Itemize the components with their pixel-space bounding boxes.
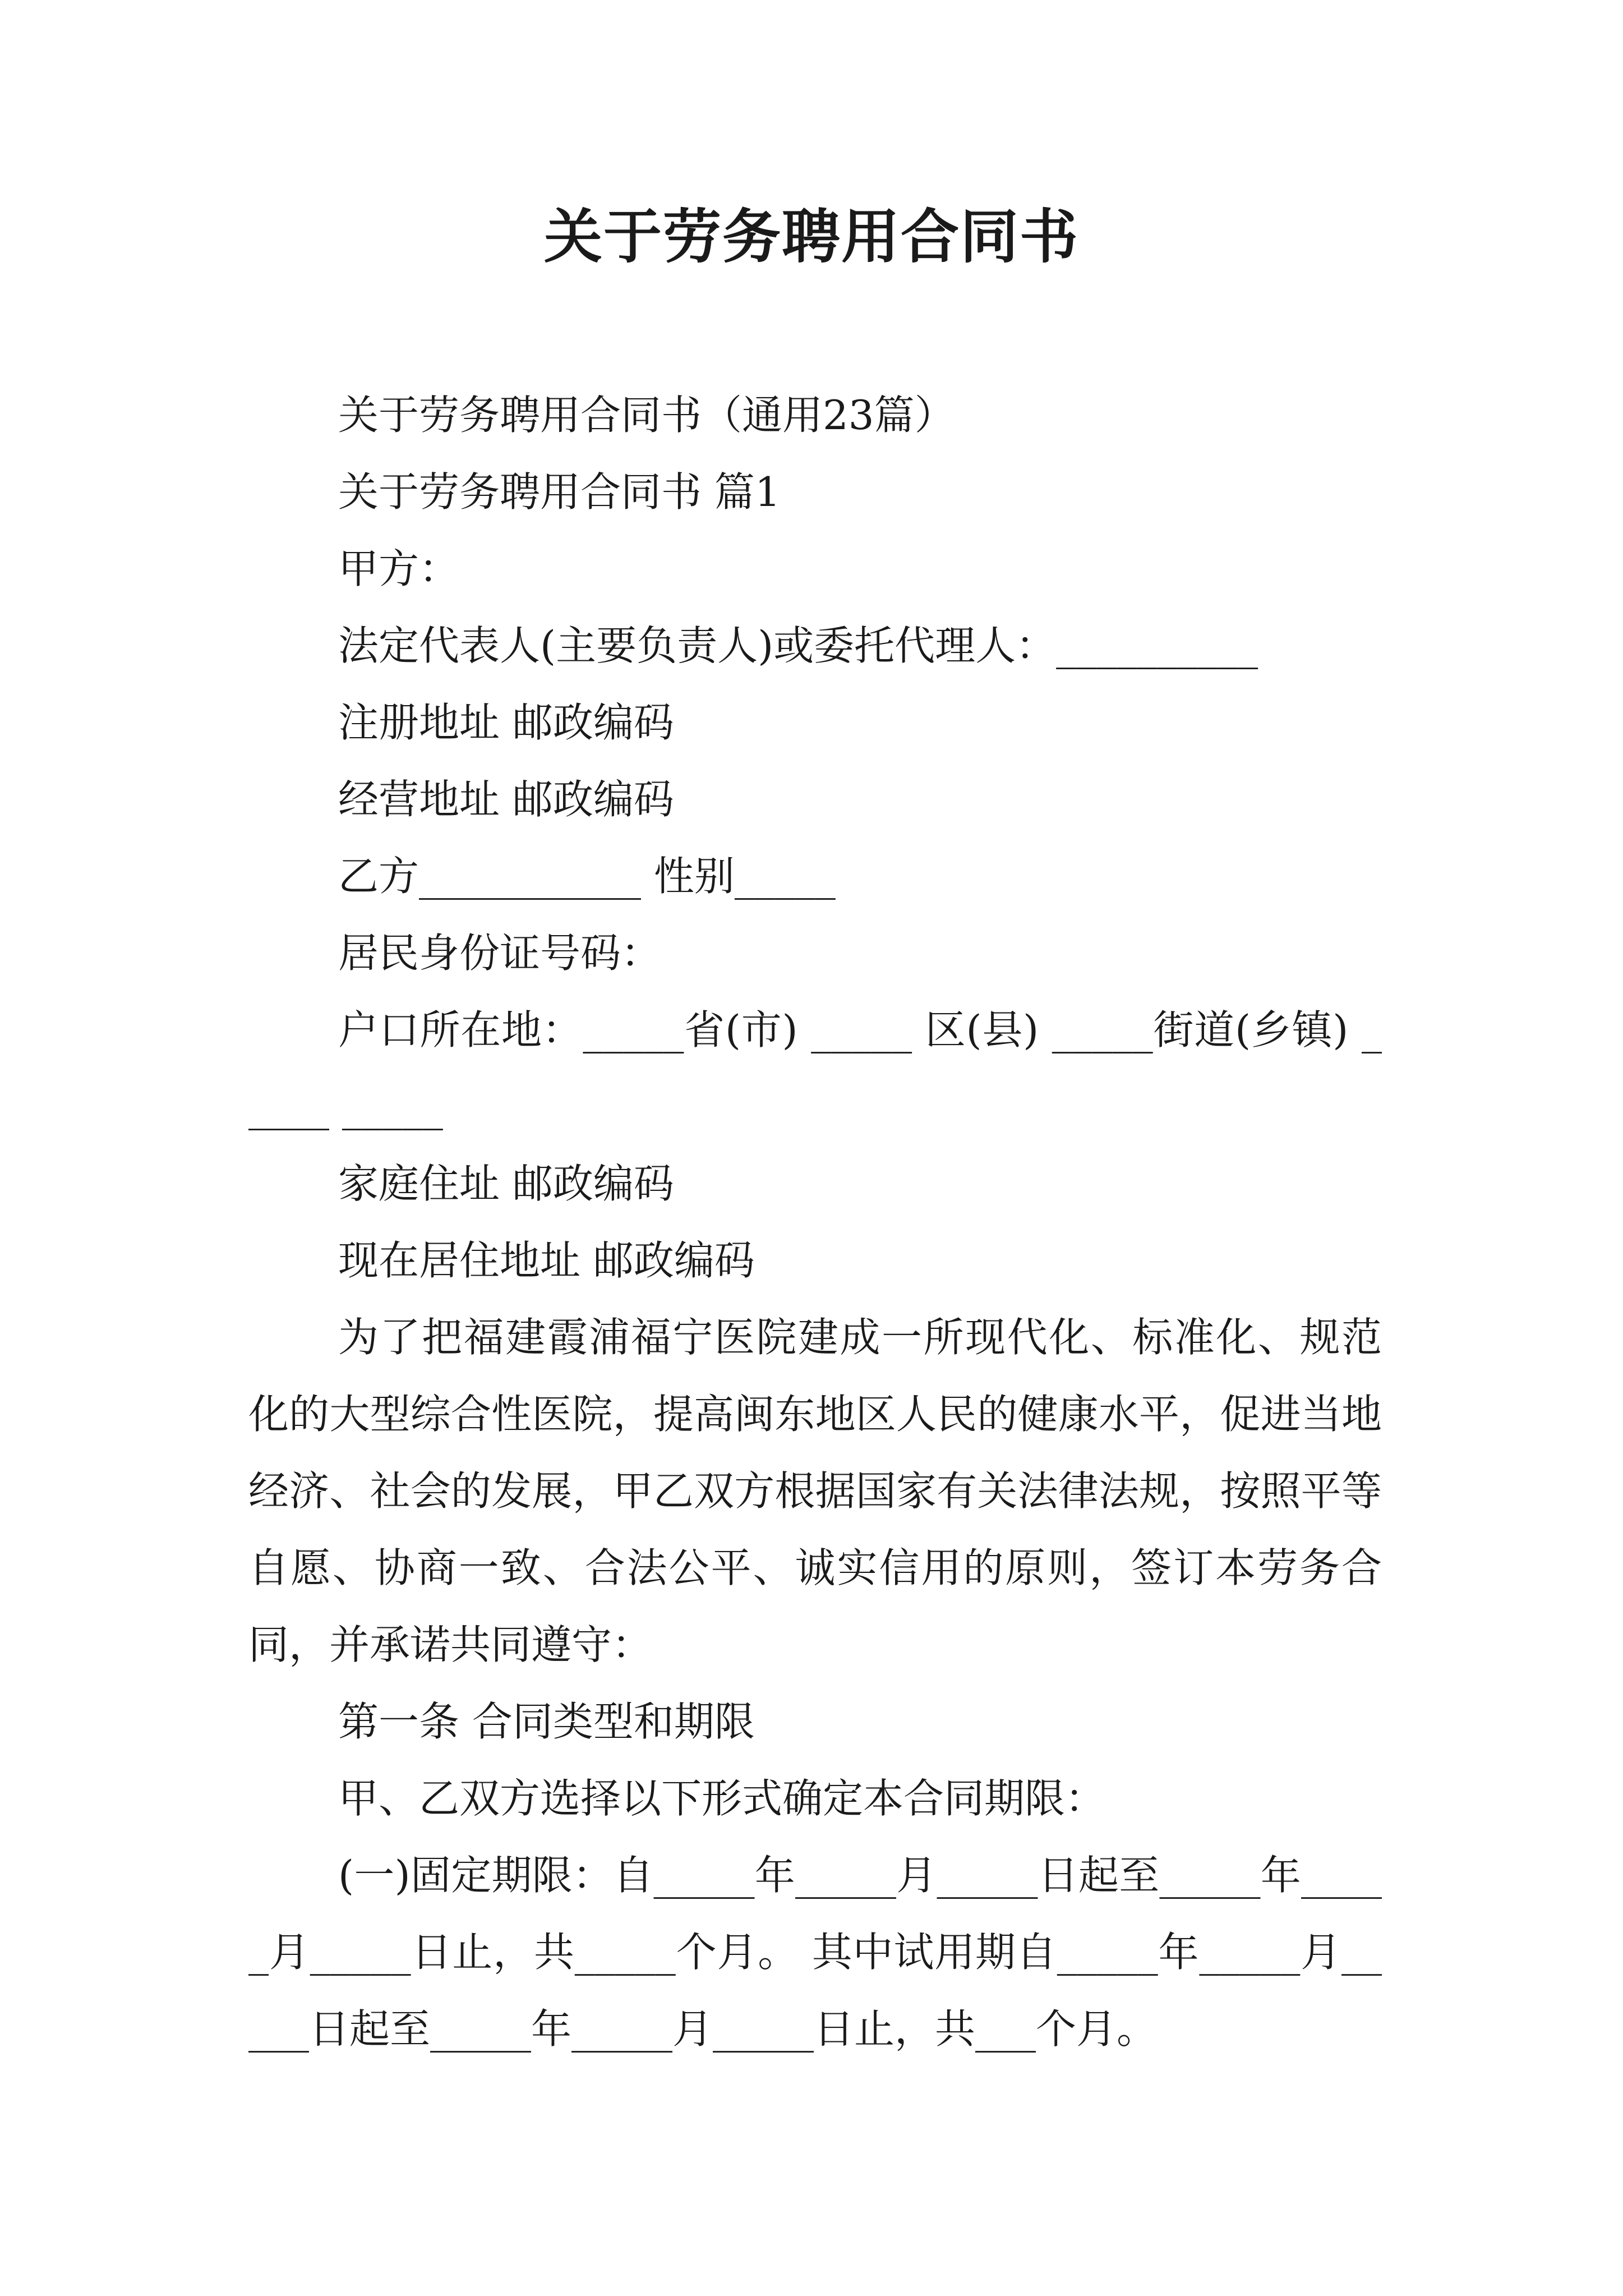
paragraph-id-number: 居民身份证号码：	[338, 930, 662, 977]
paragraph-section-heading: 关于劳务聘用合同书 篇1	[338, 468, 781, 516]
paragraph-subtitle: 关于劳务聘用合同书（通用23篇）	[338, 392, 955, 439]
document-title: 关于劳务聘用合同书	[543, 202, 1079, 271]
paragraph-article-one-heading: 第一条 合同类型和期限	[338, 1698, 755, 1745]
paragraph-preamble: 为了把福建霞浦福宁医院建成一所现代化、标准化、规范化的大型综合性医院，提高闽东地区人民的健康水平，促进当地经济、社会的发展，甲乙双方根据国家有关法律法规，按照平等自愿、协商一致、合法公平、诚实信用的原则，签订本劳务合同，并承诺共同遵守：	[248, 1314, 1382, 1668]
paragraph-party-a: 甲方：	[338, 545, 460, 592]
paragraph-current-address: 现在居住地址 邮政编码	[338, 1237, 755, 1284]
paragraph-term-intro: 甲、乙双方选择以下形式确定本合同期限：	[338, 1775, 1106, 1822]
paragraph-home-address: 家庭住址 邮政编码	[338, 1160, 674, 1207]
paragraph-legal-representative: 法定代表人(主要负责人)或委托代理人：__________	[338, 622, 1258, 669]
paragraph-registered-address: 注册地址 邮政编码	[338, 699, 674, 746]
paragraph-fixed-term: (一)固定期限：自_____年_____月_____日起至_____年_____月_____日止，共_____个月。 其中试用期自_____年_____月_____日起至_____年_____月_____日止，共___个月。	[248, 1852, 1382, 2053]
paragraph-party-b: 乙方___________ 性别_____	[338, 853, 836, 900]
paragraph-household-registration: 户口所在地：_____省(市) _____ 区(县) _____街道(乡镇) _____ _____	[248, 1006, 1382, 1130]
paragraph-business-address: 经营地址 邮政编码	[338, 776, 674, 823]
document-body	[248, 377, 1382, 2068]
